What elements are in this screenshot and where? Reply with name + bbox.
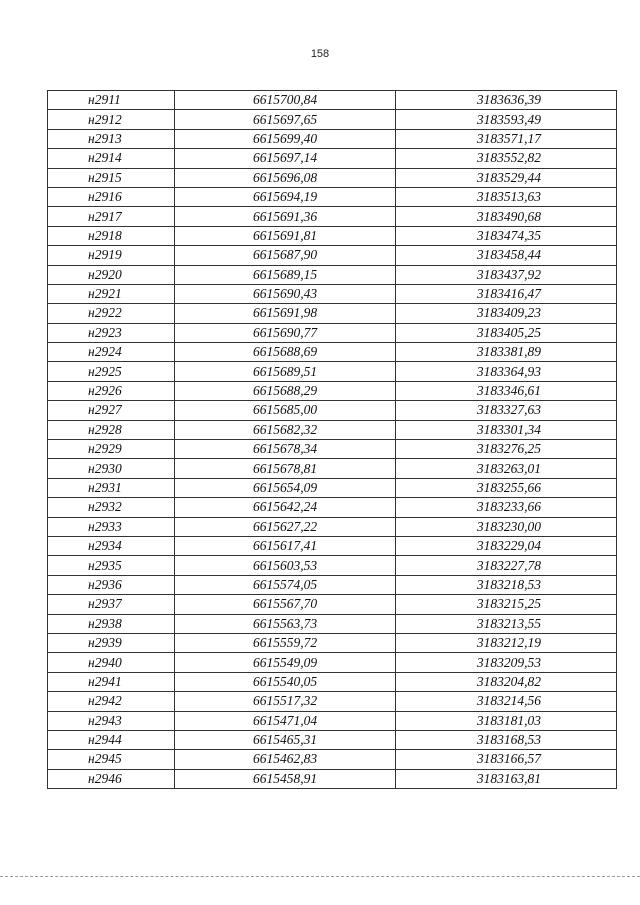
x-coordinate-cell: 6615688,29: [175, 381, 396, 400]
y-coordinate-cell: 3183593,49: [396, 110, 617, 129]
point-id-cell: н2918: [48, 226, 175, 245]
x-coordinate-cell: 6615690,43: [175, 284, 396, 303]
table-row: [48, 750, 617, 769]
point-id-cell: н2942: [48, 692, 175, 711]
x-coordinate-cell: 6615687,90: [175, 246, 396, 265]
y-coordinate-cell: 3183364,93: [396, 362, 617, 381]
point-id-cell: н2915: [48, 168, 175, 187]
footer-divider: [0, 876, 640, 877]
point-id-cell: н2943: [48, 711, 175, 730]
x-coordinate-cell: 6615685,00: [175, 401, 396, 420]
x-coordinate-cell: 6615563,73: [175, 614, 396, 633]
point-id-cell: н2931: [48, 478, 175, 497]
table-row: [48, 633, 617, 652]
table-row: [48, 187, 617, 206]
table-row: [48, 343, 617, 362]
point-id-cell: н2922: [48, 304, 175, 323]
page-number: 158: [310, 48, 330, 60]
x-coordinate-cell: 6615682,32: [175, 420, 396, 439]
table-row: [48, 265, 617, 284]
y-coordinate-cell: 3183181,03: [396, 711, 617, 730]
point-id-cell: н2933: [48, 517, 175, 536]
x-coordinate-cell: 6615540,05: [175, 672, 396, 691]
point-id-cell: н2912: [48, 110, 175, 129]
table-row: [48, 323, 617, 342]
y-coordinate-cell: 3183218,53: [396, 575, 617, 594]
x-coordinate-cell: 6615691,98: [175, 304, 396, 323]
table-row: [48, 381, 617, 400]
table-row: [48, 614, 617, 633]
x-coordinate-cell: 6615697,65: [175, 110, 396, 129]
y-coordinate-cell: 3183490,68: [396, 207, 617, 226]
y-coordinate-cell: 3183233,66: [396, 498, 617, 517]
table-row: [48, 536, 617, 555]
table-row: [48, 420, 617, 439]
table-row: [48, 246, 617, 265]
table-row: [48, 653, 617, 672]
x-coordinate-cell: 6615654,09: [175, 478, 396, 497]
x-coordinate-cell: 6615689,15: [175, 265, 396, 284]
point-id-cell: н2920: [48, 265, 175, 284]
y-coordinate-cell: 3183301,34: [396, 420, 617, 439]
x-coordinate-cell: 6615465,31: [175, 730, 396, 749]
point-id-cell: н2944: [48, 730, 175, 749]
table-row: [48, 459, 617, 478]
x-coordinate-cell: 6615617,41: [175, 536, 396, 555]
y-coordinate-cell: 3183416,47: [396, 284, 617, 303]
x-coordinate-cell: 6615471,04: [175, 711, 396, 730]
y-coordinate-cell: 3183255,66: [396, 478, 617, 497]
y-coordinate-cell: 3183552,82: [396, 149, 617, 168]
y-coordinate-cell: 3183214,56: [396, 692, 617, 711]
x-coordinate-cell: 6615690,77: [175, 323, 396, 342]
x-coordinate-cell: 6615603,53: [175, 556, 396, 575]
point-id-cell: н2945: [48, 750, 175, 769]
x-coordinate-cell: 6615699,40: [175, 129, 396, 148]
point-id-cell: н2919: [48, 246, 175, 265]
y-coordinate-cell: 3183215,25: [396, 595, 617, 614]
table-row: [48, 284, 617, 303]
point-id-cell: н2934: [48, 536, 175, 555]
table-row: [48, 478, 617, 497]
point-id-cell: н2911: [48, 91, 175, 110]
table-row: [48, 362, 617, 381]
point-id-cell: н2937: [48, 595, 175, 614]
y-coordinate-cell: 3183381,89: [396, 343, 617, 362]
x-coordinate-cell: 6615696,08: [175, 168, 396, 187]
point-id-cell: н2936: [48, 575, 175, 594]
point-id-cell: н2941: [48, 672, 175, 691]
table-row: [48, 556, 617, 575]
table-row: [48, 226, 617, 245]
table-row: [48, 401, 617, 420]
y-coordinate-cell: 3183227,78: [396, 556, 617, 575]
point-id-cell: н2925: [48, 362, 175, 381]
x-coordinate-cell: 6615678,81: [175, 459, 396, 478]
point-id-cell: н2939: [48, 633, 175, 652]
point-id-cell: н2913: [48, 129, 175, 148]
coordinates-table-body: [48, 91, 617, 789]
x-coordinate-cell: 6615678,34: [175, 440, 396, 459]
y-coordinate-cell: 3183166,57: [396, 750, 617, 769]
point-id-cell: н2917: [48, 207, 175, 226]
table-row: [48, 498, 617, 517]
point-id-cell: н2924: [48, 343, 175, 362]
x-coordinate-cell: 6615627,22: [175, 517, 396, 536]
y-coordinate-cell: 3183437,92: [396, 265, 617, 284]
y-coordinate-cell: 3183327,63: [396, 401, 617, 420]
point-id-cell: н2927: [48, 401, 175, 420]
y-coordinate-cell: 3183229,04: [396, 536, 617, 555]
y-coordinate-cell: 3183346,61: [396, 381, 617, 400]
x-coordinate-cell: 6615700,84: [175, 91, 396, 110]
x-coordinate-cell: 6615567,70: [175, 595, 396, 614]
x-coordinate-cell: 6615689,51: [175, 362, 396, 381]
point-id-cell: н2930: [48, 459, 175, 478]
table-row: [48, 575, 617, 594]
table-row: [48, 672, 617, 691]
x-coordinate-cell: 6615697,14: [175, 149, 396, 168]
x-coordinate-cell: 6615642,24: [175, 498, 396, 517]
x-coordinate-cell: 6615458,91: [175, 769, 396, 788]
point-id-cell: н2926: [48, 381, 175, 400]
y-coordinate-cell: 3183204,82: [396, 672, 617, 691]
y-coordinate-cell: 3183230,00: [396, 517, 617, 536]
y-coordinate-cell: 3183213,55: [396, 614, 617, 633]
y-coordinate-cell: 3183405,25: [396, 323, 617, 342]
table-row: [48, 440, 617, 459]
y-coordinate-cell: 3183529,44: [396, 168, 617, 187]
y-coordinate-cell: 3183276,25: [396, 440, 617, 459]
y-coordinate-cell: 3183212,19: [396, 633, 617, 652]
table-row: [48, 110, 617, 129]
point-id-cell: н2914: [48, 149, 175, 168]
table-row: [48, 769, 617, 788]
x-coordinate-cell: 6615559,72: [175, 633, 396, 652]
y-coordinate-cell: 3183513,63: [396, 187, 617, 206]
point-id-cell: н2923: [48, 323, 175, 342]
x-coordinate-cell: 6615574,05: [175, 575, 396, 594]
x-coordinate-cell: 6615694,19: [175, 187, 396, 206]
point-id-cell: н2946: [48, 769, 175, 788]
point-id-cell: н2932: [48, 498, 175, 517]
table-row: [48, 304, 617, 323]
table-row: [48, 517, 617, 536]
point-id-cell: н2938: [48, 614, 175, 633]
y-coordinate-cell: 3183409,23: [396, 304, 617, 323]
point-id-cell: н2940: [48, 653, 175, 672]
y-coordinate-cell: 3183263,01: [396, 459, 617, 478]
table-row: [48, 595, 617, 614]
y-coordinate-cell: 3183163,81: [396, 769, 617, 788]
table-row: [48, 149, 617, 168]
point-id-cell: н2921: [48, 284, 175, 303]
x-coordinate-cell: 6615462,83: [175, 750, 396, 769]
x-coordinate-cell: 6615517,32: [175, 692, 396, 711]
x-coordinate-cell: 6615549,09: [175, 653, 396, 672]
table-row: [48, 711, 617, 730]
y-coordinate-cell: 3183168,53: [396, 730, 617, 749]
coordinates-table: [47, 90, 617, 789]
point-id-cell: н2928: [48, 420, 175, 439]
y-coordinate-cell: 3183458,44: [396, 246, 617, 265]
point-id-cell: н2929: [48, 440, 175, 459]
table-row: [48, 692, 617, 711]
y-coordinate-cell: 3183636,39: [396, 91, 617, 110]
x-coordinate-cell: 6615691,81: [175, 226, 396, 245]
point-id-cell: н2916: [48, 187, 175, 206]
y-coordinate-cell: 3183474,35: [396, 226, 617, 245]
table-row: [48, 207, 617, 226]
table-row: [48, 730, 617, 749]
table-row: [48, 91, 617, 110]
table-row: [48, 129, 617, 148]
x-coordinate-cell: 6615688,69: [175, 343, 396, 362]
y-coordinate-cell: 3183209,53: [396, 653, 617, 672]
point-id-cell: н2935: [48, 556, 175, 575]
y-coordinate-cell: 3183571,17: [396, 129, 617, 148]
table-row: [48, 168, 617, 187]
x-coordinate-cell: 6615691,36: [175, 207, 396, 226]
